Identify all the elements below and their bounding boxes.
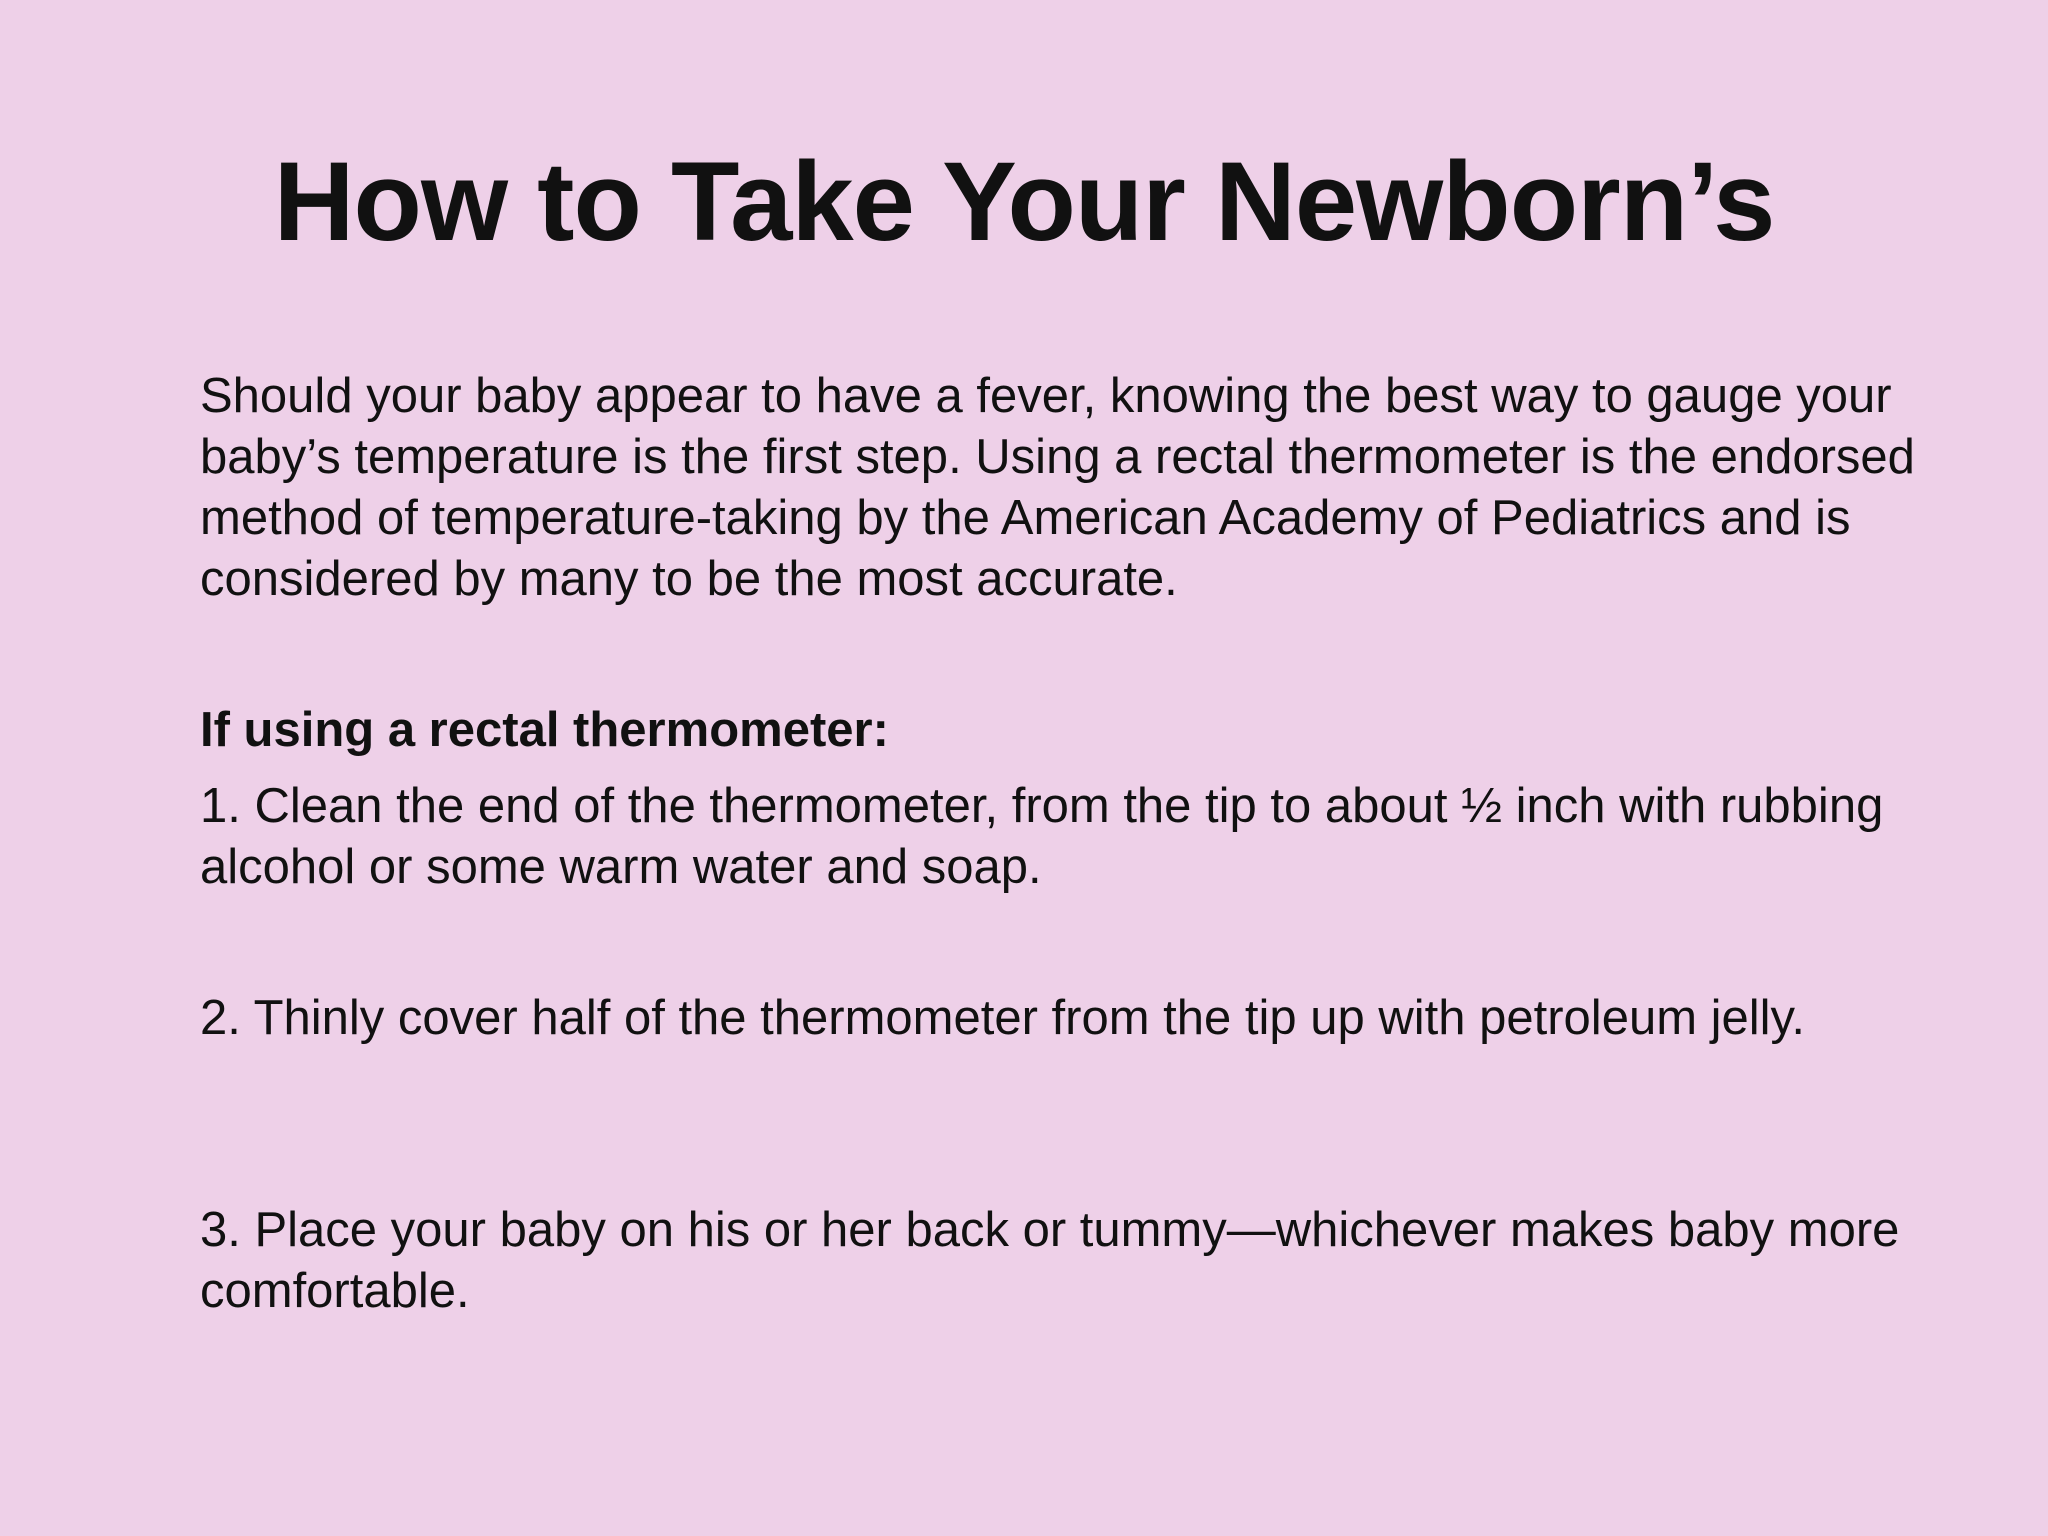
- step-3: 3. Place your baby on his or her back or tummy—whichever makes baby more comfortable.: [200, 1203, 1900, 1318]
- step-2: 2. Thinly cover half of the thermometer from the tip up with petroleum jelly.: [200, 991, 1806, 1045]
- slide-title: How to Take Your Newborn’s: [273, 139, 1775, 264]
- section-subheading: If using a rectal thermometer:: [200, 703, 889, 757]
- step-1: 1. Clean the end of the thermometer, from the tip to about ½ inch with rubbing alcohol or some warm water and soap.: [200, 779, 1884, 894]
- intro-paragraph: Should your baby appear to have a fever, knowing the best way to gauge your baby’s temperature is the first step. Using a rectal thermometer is the endorsed method of temperature-taking by the American Academy of Pediatrics and is considered by many to be the most accurate.: [200, 369, 1915, 606]
